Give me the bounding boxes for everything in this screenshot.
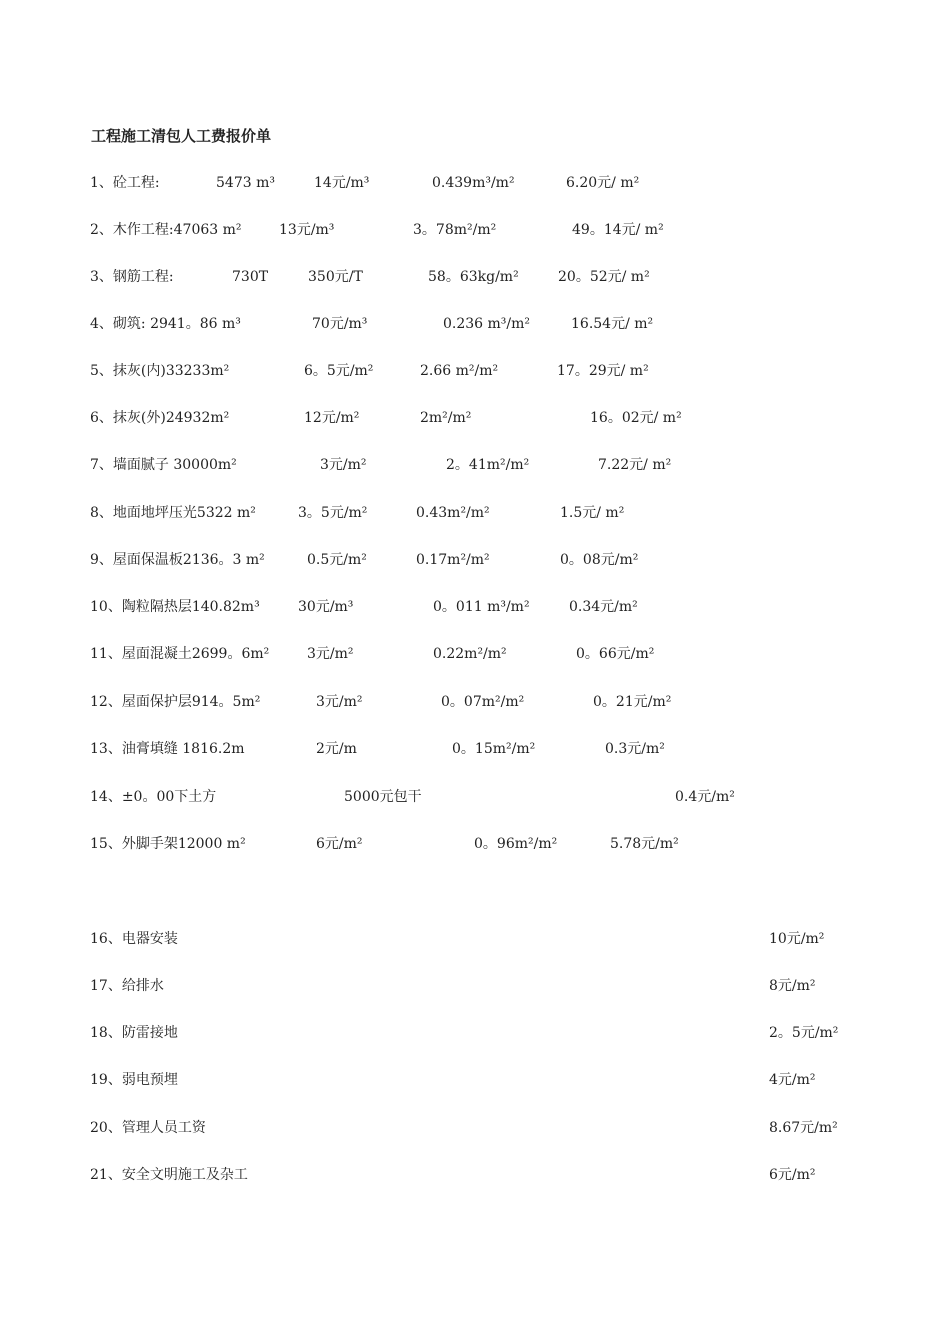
row-item: 1、砼工程: [90,175,160,191]
extra-item-row [0,1022,950,1044]
row-area-price: 0。21元/m² [593,694,672,710]
row-ratio: 2。41m²/m² [446,457,530,473]
row-ratio: 0。15m²/m² [452,741,536,757]
row-ratio: 0.236 m³/m² [443,316,531,332]
row-unit-price: 0.5元/m² [307,552,367,568]
extra-item-price: 4元/m² [769,1072,816,1088]
quote-row [0,786,950,808]
row-area-price: 1.5元/ m² [560,505,625,521]
extra-item-row [0,1117,950,1139]
extra-item-price: 8元/m² [769,978,816,994]
row-item: 15、外脚手架12000 m² [90,836,246,852]
row-unit-price: 2元/m [316,741,357,757]
quote-row [0,549,950,571]
row-ratio: 0。96m²/m² [474,836,558,852]
row-area-price: 0。08元/m² [560,552,639,568]
row-item: 2、木作工程:47063 m² [90,222,242,238]
quote-row [0,360,950,382]
quote-row [0,454,950,476]
extra-item-price: 6元/m² [769,1167,816,1183]
row-item: 5、抹灰(内)33233m² [90,363,230,379]
quote-row [0,502,950,524]
extra-item-row [0,1164,950,1186]
row-ratio: 2m²/m² [420,410,472,426]
row-unit-price: 3元/m² [316,694,363,710]
row-unit-price: 3元/m² [307,646,354,662]
extra-item-price: 2。5元/m² [769,1025,839,1041]
row-area-price: 7.22元/ m² [598,457,672,473]
extra-item-label: 19、弱电预埋 [90,1072,178,1088]
row-ratio: 0.17m²/m² [416,552,490,568]
row-unit-price: 12元/m² [304,410,360,426]
quote-row [0,596,950,618]
quote-row [0,691,950,713]
row-unit-price: 70元/m³ [312,316,368,332]
extra-item-row [0,975,950,997]
row-ratio: 0.22m²/m² [433,646,507,662]
extra-item-label: 18、防雷接地 [90,1025,178,1041]
row-unit-price: 6。5元/m² [304,363,374,379]
row-ratio: 0。011 m³/m² [433,599,530,615]
row-item: 4、砌筑: 2941。86 m³ [90,316,241,332]
row-unit-price: 14元/m³ [314,175,370,191]
row-unit-price: 6元/m² [316,836,363,852]
extra-item-label: 21、安全文明施工及杂工 [90,1167,248,1183]
row-area-price: 16.54元/ m² [571,316,654,332]
row-unit-price: 30元/m³ [298,599,354,615]
row-item: 7、墙面腻子 30000m² [90,457,237,473]
row-unit-price: 13元/m³ [279,222,335,238]
row-unit-price: 350元/T [308,269,363,285]
row-area-price: 49。14元/ m² [572,222,664,238]
extra-item-label: 20、管理人员工资 [90,1120,206,1136]
quote-row [0,643,950,665]
row-item: 8、地面地坪压光5322 m² [90,505,256,521]
document-title: 工程施工清包人工费报价单 [91,127,272,145]
quote-row [0,313,950,335]
extra-item-price: 10元/m² [769,931,825,947]
row-item: 3、钢筋工程: [90,269,174,285]
row-item: 12、屋面保护层914。5m² [90,694,261,710]
row-area-price: 0。66元/m² [576,646,655,662]
row-area-price: 16。02元/ m² [590,410,682,426]
row-item: 9、屋面保温板2136。3 m² [90,552,265,568]
row-item: 11、屋面混凝土2699。6m² [90,646,270,662]
row-ratio: 58。63kg/m² [428,269,519,285]
row-area-price: 17。29元/ m² [557,363,649,379]
row-ratio: 2.66 m²/m² [420,363,499,379]
quote-row [0,738,950,760]
row-area-price: 20。52元/ m² [558,269,650,285]
row-item: 6、抹灰(外)24932m² [90,410,230,426]
row-unit-price: 3。5元/m² [298,505,368,521]
row-area-price: 0.3元/m² [605,741,665,757]
extra-item-label: 17、给排水 [90,978,164,994]
extra-item-label: 16、电器安装 [90,931,178,947]
quote-row [0,407,950,429]
extra-item-price: 8.67元/m² [769,1120,838,1136]
quote-row [0,172,950,194]
quote-row [0,219,950,241]
row-item: 14、±0。00下土方 [90,789,217,805]
row-ratio: 3。78m²/m² [413,222,497,238]
row-area-price: 0.4元/m² [675,789,735,805]
row-item: 10、陶粒隔热层140.82m³ [90,599,260,615]
row-area-price: 6.20元/ m² [566,175,640,191]
row-unit-price: 5000元包干 [344,789,422,805]
row-unit-price: 3元/m² [320,457,367,473]
row-quantity: 5473 m³ [216,175,275,191]
row-area-price: 0.34元/m² [569,599,638,615]
extra-item-row [0,928,950,950]
row-ratio: 0.439m³/m² [432,175,515,191]
row-ratio: 0.43m²/m² [416,505,490,521]
extra-item-row [0,1069,950,1091]
quote-row [0,833,950,855]
quote-row [0,266,950,288]
row-ratio: 0。07m²/m² [441,694,525,710]
row-area-price: 5.78元/m² [610,836,679,852]
row-quantity: 730T [232,269,269,285]
row-item: 13、油膏填缝 1816.2m [90,741,245,757]
